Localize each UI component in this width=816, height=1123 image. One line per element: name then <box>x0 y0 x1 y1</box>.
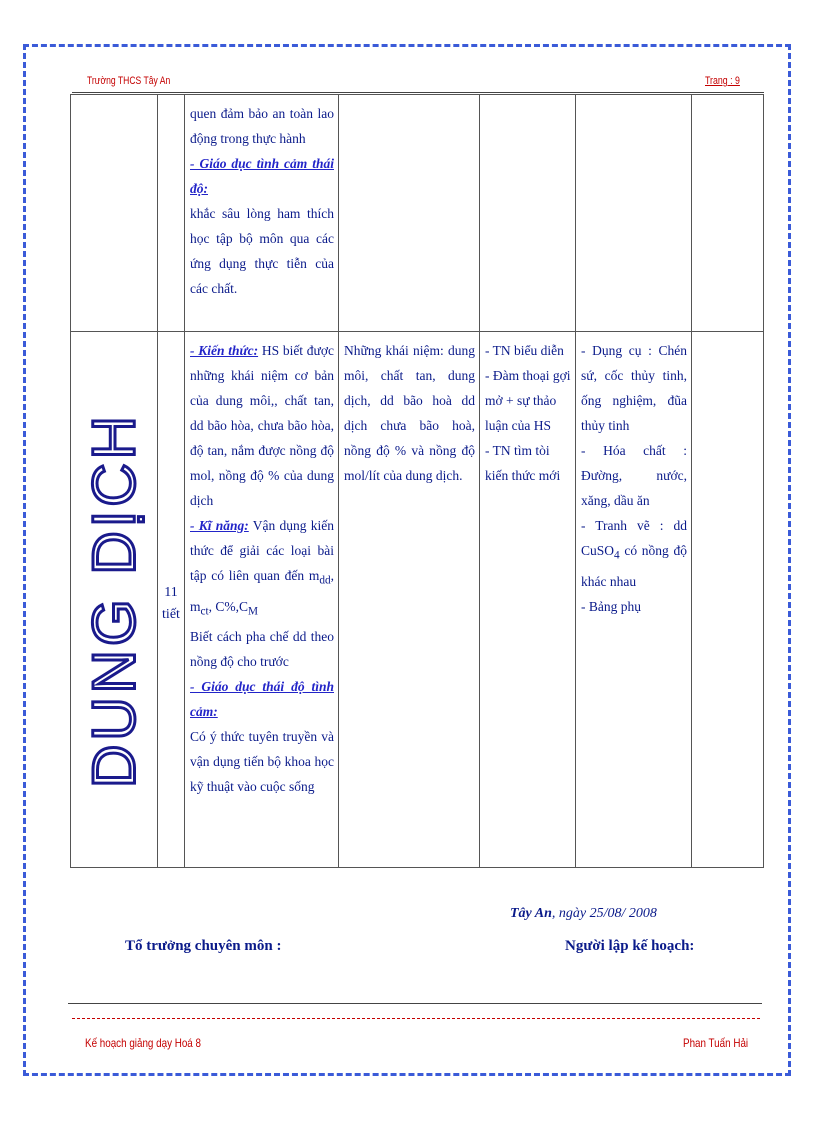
footer-document-title: Kế hoạch giảng dạy Hoá 8 <box>85 1036 201 1050</box>
materials-cell <box>576 95 692 332</box>
skills-text: , C%,C <box>208 598 249 614</box>
subscript: dd <box>319 574 331 587</box>
objective-text: Biết cách pha chế dd theo nồng độ cho trước <box>190 629 334 670</box>
concepts-text: Những khái niệm: dung môi, chất tan, dung dịch, dd bão hoà dd dịch chưa bão hoà, nồng độ % và nồng độ mol/lít của dung dịch. <box>344 343 475 483</box>
material-item: - Dụng cụ : Chén sứ, cốc thủy tinh, ống nghiệm, đũa thủy tinh <box>581 343 687 433</box>
method-item: - TN biểu diễn <box>485 343 564 358</box>
header-rule <box>72 92 764 93</box>
skills-text: Vận dụng kiến thức để giải các loại bài tập có liên quan đến m <box>190 518 334 583</box>
table-row <box>71 95 764 332</box>
objective-label: - Giáo dục tình cảm thái độ: <box>190 156 334 196</box>
objective-text: khắc sâu lòng ham thích học tập bộ môn qua các ứng dụng thực tiễn của các chất. <box>190 206 334 296</box>
notes-cell <box>692 332 764 868</box>
material-item: - Tranh vẽ : dd CuSO <box>581 518 687 558</box>
subscript: 4 <box>614 549 620 562</box>
method-item: - Đàm thoại gợi mở + sự thảo luận của HS <box>485 368 571 433</box>
objective-text: Có ý thức tuyên truyền và vận dụng tiến bộ khoa học kỹ thuật vào cuộc sống <box>190 729 334 795</box>
table-row <box>71 332 764 868</box>
subscript: M <box>248 605 259 618</box>
footer-dashed-rule <box>72 1018 760 1019</box>
signature-place: Tây An <box>510 906 552 921</box>
skills-label: - Kĩ năng: <box>190 518 249 533</box>
methods-cell <box>480 95 576 332</box>
materials-cell <box>576 332 692 868</box>
subscript: ct <box>200 605 209 618</box>
topic-cell <box>71 332 158 868</box>
concepts-cell <box>339 95 480 332</box>
attitude-label: - Giáo dục thái độ tình cảm: <box>190 679 334 720</box>
notes-cell <box>692 95 764 332</box>
planner-label: Người lập kế hoạch: <box>565 938 695 954</box>
material-item: có nồng độ khác nhau <box>581 543 687 589</box>
header-page-number: Trang : 9 <box>705 75 740 87</box>
objectives-cell <box>185 332 339 868</box>
period-number: 11 <box>164 585 178 600</box>
knowledge-text: HS biết được những khái niệm cơ bản của dung môi,, chất tan, dd bão hòa, chưa bão hòa, độ tan, nắm được nồng độ mol, nồng độ % của dung dịch <box>190 343 334 508</box>
skills-text: , m <box>190 568 334 614</box>
period-unit: tiết <box>162 607 180 622</box>
signature-date <box>510 906 657 922</box>
footer-author: Phan Tuấn Hải <box>683 1036 749 1050</box>
department-head-label: Tổ trưởng chuyên môn : <box>125 938 282 954</box>
methods-cell <box>480 332 576 868</box>
material-item: - Hóa chất : Đường, nước, xăng, dầu ăn <box>581 443 687 508</box>
method-item: - TN tìm tòi kiến thức mới <box>485 443 561 483</box>
topic-cell <box>71 95 158 332</box>
knowledge-label: - Kiến thức: <box>190 343 259 358</box>
header-school: Trường THCS Tây An <box>87 75 171 87</box>
objective-text: quen đảm bảo an toàn lao động trong thực hành <box>190 106 334 146</box>
footer-rule <box>68 1003 762 1004</box>
signature-date-text: , ngày 25/08/ 2008 <box>551 906 657 921</box>
topic-title: DUNG DỊCH <box>80 411 148 788</box>
concepts-cell <box>339 332 480 868</box>
lesson-plan-table <box>70 94 764 868</box>
period-cell <box>158 332 185 868</box>
material-item: - Bảng phụ <box>581 598 641 614</box>
objectives-cell <box>185 95 339 332</box>
period-cell <box>158 95 185 332</box>
